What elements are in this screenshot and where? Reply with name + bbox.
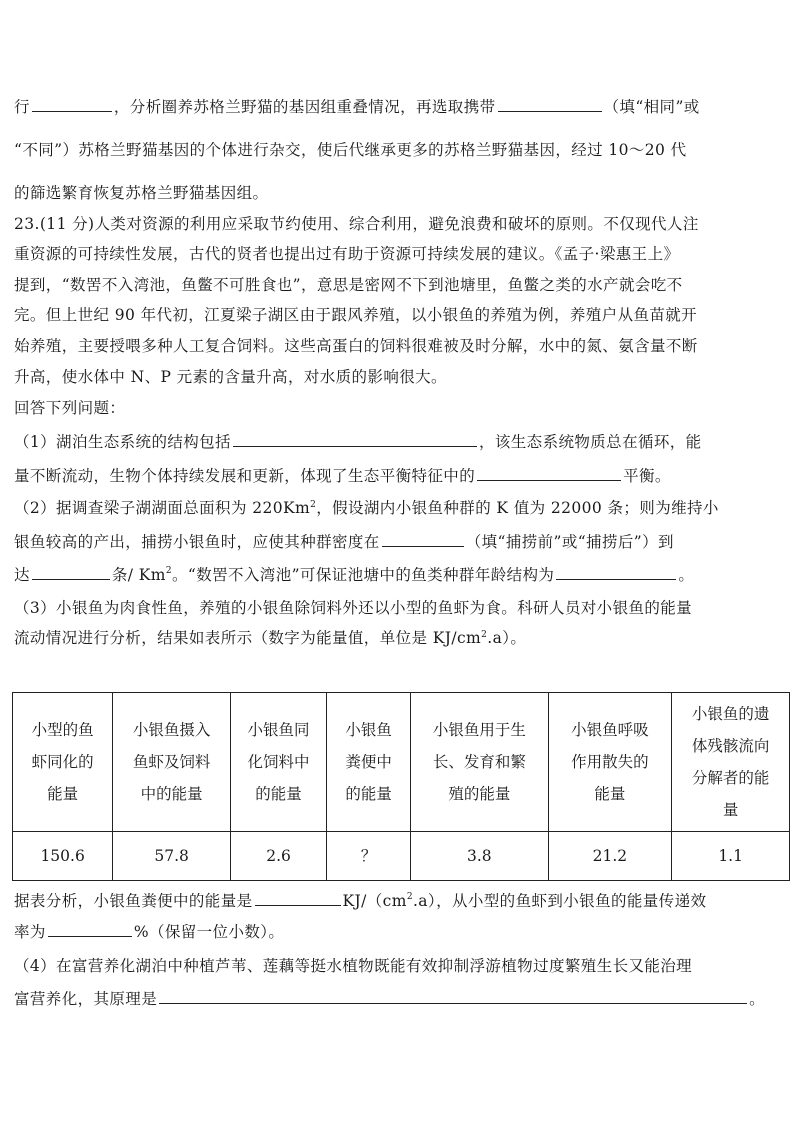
text: 富营养化，其原理是 (14, 990, 158, 1008)
table-header-cell: 小型的鱼 虾同化的 能量 (13, 693, 113, 832)
text: （填“相同”或 (603, 98, 700, 116)
text: （填“捕捞前”或“捕捞后”）到 (465, 533, 674, 551)
part2-line-3 (14, 564, 790, 585)
question-number: 23. (14, 215, 40, 233)
table-header-cell: 小银鱼的遗 体残骸流向 分解者的能 量 (672, 693, 790, 832)
text: .a），从小型的鱼虾到小银鱼的能量传递效 (412, 892, 707, 910)
answer-blank[interactable] (477, 465, 621, 481)
text: 。“数罟不入湾池”可保证池塘中的鱼类种群年龄结构为 (171, 566, 555, 584)
table-header-row (13, 693, 790, 832)
table-header-cell: 小银鱼同 化饲料中 的能量 (231, 693, 327, 832)
after-table-line-2 (14, 921, 790, 942)
part2-line-2 (14, 531, 790, 552)
answer-blank[interactable] (382, 531, 464, 547)
q23-intro-line-1 (14, 214, 790, 234)
table-cell: 2.6 (231, 832, 327, 881)
text: ，该生态系统物质总在循环，能 (478, 433, 702, 451)
superscript: 2 (165, 566, 172, 576)
table-cell: ？ (327, 832, 411, 881)
answer-blank[interactable] (32, 96, 112, 112)
prev-line-1 (14, 96, 790, 117)
q23-intro-line-5: 始养殖，主要授喂多种人工复合饲料。这些高蛋白的饲料很难被及时分解，水中的氮、氨含量不断 (14, 337, 698, 355)
text: （1）湖泊生态系统的结构包括 (14, 433, 231, 451)
text: 据表分析，小银鱼粪便中的能量是 (14, 892, 253, 910)
table-cell: 3.8 (411, 832, 548, 881)
q23-intro-line-4: 完。但上世纪 90 年代初，江夏梁子湖区由于跟风养殖，以小银鱼的养殖为例，养殖户从鱼苗就开 (14, 306, 698, 324)
text: %（保留一位小数）。 (133, 923, 285, 941)
answer-blank[interactable] (498, 96, 602, 112)
text: 人类对资源的利用应采取节约使用、综合利用，避免浪费和破坏的原则。不仅现代人注 (94, 215, 699, 233)
part4-line-1: （4）在富营养化湖泊中种植芦苇、莲藕等挺水植物既能有效抑制浮游植物过度繁殖生长又能治理 (14, 957, 693, 975)
part1-line-2 (14, 465, 790, 486)
part3-line-1: （3）小银鱼为肉食性鱼，养殖的小银鱼除饲料外还以小型的鱼虾为食。科研人员对小银鱼的能量 (14, 599, 693, 617)
part4-line-2 (14, 988, 790, 1009)
text: 平衡。 (623, 467, 671, 485)
prev-line-3: 的篩选繁育恢复苏格兰野猫基因组。 (14, 184, 269, 202)
text: 量不断流动，生物个体持续发展和更新，体现了生态平衡特征中的 (14, 467, 476, 485)
answer-prompt: 回答下列问题： (14, 399, 126, 417)
part3-line-2 (14, 628, 790, 648)
table-header-cell: 小银鱼 粪便中 的能量 (327, 693, 411, 832)
answer-blank[interactable] (255, 890, 341, 906)
superscript: 2 (406, 892, 413, 902)
text: ，分析圈养苏格兰野猫的基因组重叠情况，再选取携带 (113, 98, 496, 116)
answer-blank[interactable] (32, 564, 110, 580)
part2-line-1 (14, 498, 790, 518)
energy-flow-table (12, 692, 790, 881)
q23-intro-line-6: 升高，使水体中 N、P 元素的含量升高，对水质的影响很大。 (14, 368, 447, 386)
table-header-cell: 小银鱼用于生 长、发育和繁 殖的能量 (411, 693, 548, 832)
text: 。 (749, 990, 766, 1008)
text: 达 (14, 566, 30, 584)
text: 流动情况进行分析，结果如表所示（数字为能量值，单位是 KJ/cm (14, 629, 482, 647)
table-cell: 150.6 (13, 832, 113, 881)
text: .a）。 (487, 629, 527, 647)
prev-line-2: “不同”）苏格兰野猫基因的个体进行杂交，使后代继承更多的苏格兰野猫基因，经过 10～20 代 (14, 141, 687, 159)
text: 行 (14, 98, 30, 116)
text: （2）据调查梁子湖湖面总面积为 220Km (14, 499, 311, 517)
table-header-cell: 小银鱼呼吸 作用散失的 能量 (548, 693, 672, 832)
superscript: 2 (481, 630, 488, 640)
text: 。 (678, 566, 695, 584)
answer-blank[interactable] (556, 564, 676, 580)
text: 银鱼较高的产出，捕捞小银鱼时，应使其种群密度在 (14, 533, 380, 551)
answer-blank[interactable] (233, 431, 477, 447)
table-cell: 21.2 (548, 832, 672, 881)
superscript: 2 (310, 500, 317, 510)
q23-intro-line-3: 提到，“数罟不入湾池，鱼鳖不可胜食也”，意思是密网不下到池塘里，鱼鳖之类的水产就会吃不 (14, 276, 683, 294)
table-header-cell: 小银鱼摄入 鱼虾及饲料 中的能量 (113, 693, 231, 832)
text: 条/ Km (111, 566, 166, 584)
after-table-line-1 (14, 890, 790, 911)
question-score: (11 分) (39, 215, 95, 233)
part1-line-1 (14, 431, 790, 452)
answer-blank[interactable] (159, 988, 747, 1004)
table-cell: 1.1 (672, 832, 790, 881)
table-values-row (13, 832, 790, 881)
table-cell: 57.8 (113, 832, 231, 881)
q23-intro-line-2: 重资源的可持续性发展，古代的贤者也提出过有助于资源可持续发展的建议。《孟子·梁惠王上》 (14, 245, 680, 263)
text: ，假设湖内小银鱼种群的 K 值为 22000 条；则为维持小 (316, 499, 719, 517)
text: 率为 (14, 923, 46, 941)
answer-blank[interactable] (48, 921, 132, 937)
text: KJ/（cm (342, 892, 407, 910)
